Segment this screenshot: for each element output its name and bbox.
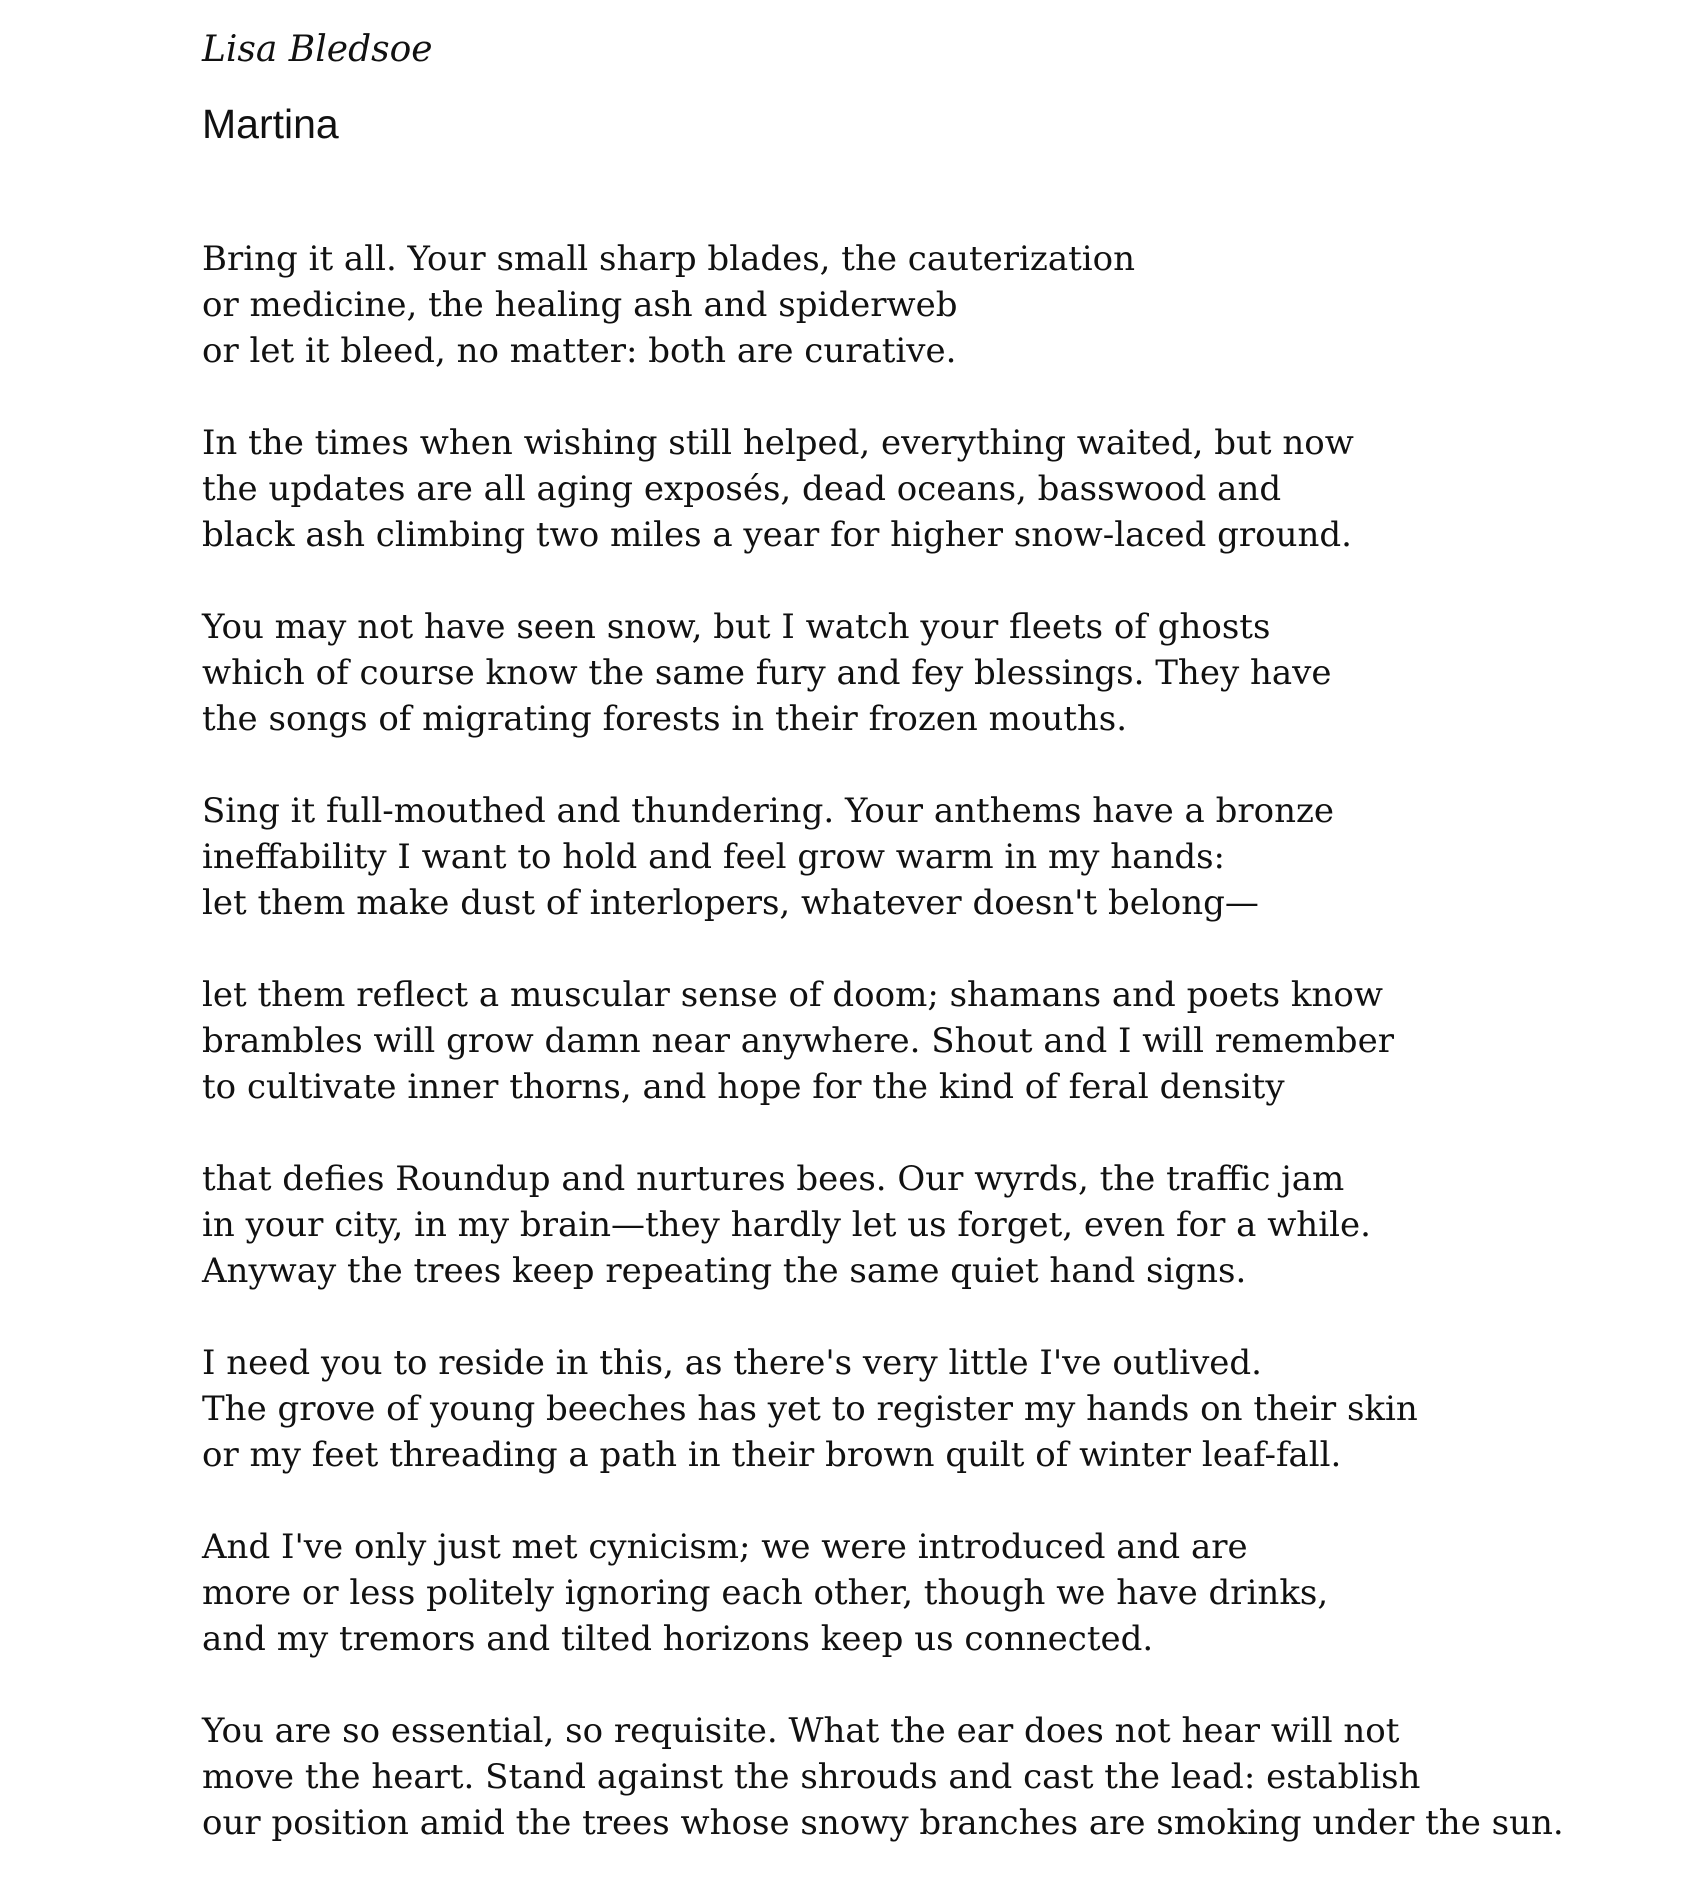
- poem-line: You are so essential, so requisite. What the ear does not hear will not: [202, 1711, 1400, 1751]
- poem-line: And I've only just met cynicism; we were introduced and are: [202, 1527, 1248, 1567]
- stanza: [202, 604, 1682, 742]
- poem-line: let them make dust of interlopers, whatever doesn't belong—: [202, 883, 1259, 923]
- stanza: [202, 1708, 1682, 1846]
- stanza: [202, 1524, 1682, 1662]
- poem-line: move the heart. Stand against the shrouds and cast the lead: establish: [202, 1757, 1421, 1797]
- poem-line: the updates are all aging exposés, dead oceans, basswood and: [202, 469, 1282, 509]
- poem-line: our position amid the trees whose snowy branches are smoking under the sun.: [202, 1803, 1564, 1843]
- author-name: Lisa Bledsoe: [202, 29, 433, 70]
- poem-line: brambles will grow damn near anywhere. Shout and I will remember: [202, 1021, 1394, 1061]
- poem-line: You may not have seen snow, but I watch your fleets of ghosts: [202, 607, 1271, 647]
- poem-line: in your city, in my brain—they hardly let us forget, even for a while.: [202, 1205, 1371, 1245]
- poem-line: Sing it full-mouthed and thundering. Your anthems have a bronze: [202, 791, 1335, 831]
- poem-line: I need you to reside in this, as there's very little I've outlived.: [202, 1343, 1262, 1383]
- stanza: [202, 972, 1682, 1110]
- poem-line: let them reflect a muscular sense of doom; shamans and poets know: [202, 975, 1383, 1015]
- poem-line: black ash climbing two miles a year for higher snow-laced ground.: [202, 515, 1352, 555]
- poem-line: ineffability I want to hold and feel grow warm in my hands:: [202, 837, 1226, 877]
- poem-line: the songs of migrating forests in their frozen mouths.: [202, 699, 1128, 739]
- poem-line: which of course know the same fury and fey blessings. They have: [202, 653, 1332, 693]
- poem-line: more or less politely ignoring each other, though we have drinks,: [202, 1573, 1329, 1613]
- poem-body: [202, 236, 1682, 1892]
- poem-line: or my feet threading a path in their brown quilt of winter leaf-fall.: [202, 1435, 1342, 1475]
- poem-line: to cultivate inner thorns, and hope for the kind of feral density: [202, 1067, 1285, 1107]
- poem-line: and my tremors and tilted horizons keep us connected.: [202, 1619, 1154, 1659]
- stanza: [202, 1340, 1682, 1478]
- poem-line: The grove of young beeches has yet to register my hands on their skin: [202, 1389, 1418, 1429]
- stanza: [202, 1156, 1682, 1294]
- poem-line: or medicine, the healing ash and spiderweb: [202, 285, 958, 325]
- stanza: [202, 420, 1682, 558]
- poem-line: Bring it all. Your small sharp blades, the cauterization: [202, 239, 1135, 279]
- stanza: [202, 788, 1682, 926]
- stanza: [202, 236, 1682, 374]
- poem-title: Martina: [202, 101, 339, 147]
- poem-line: or let it bleed, no matter: both are curative.: [202, 331, 957, 371]
- poem-line: Anyway the trees keep repeating the same quiet hand signs.: [202, 1251, 1247, 1291]
- poem-line: that defies Roundup and nurtures bees. Our wyrds, the traffic jam: [202, 1159, 1345, 1199]
- poem-line: In the times when wishing still helped, everything waited, but now: [202, 423, 1354, 463]
